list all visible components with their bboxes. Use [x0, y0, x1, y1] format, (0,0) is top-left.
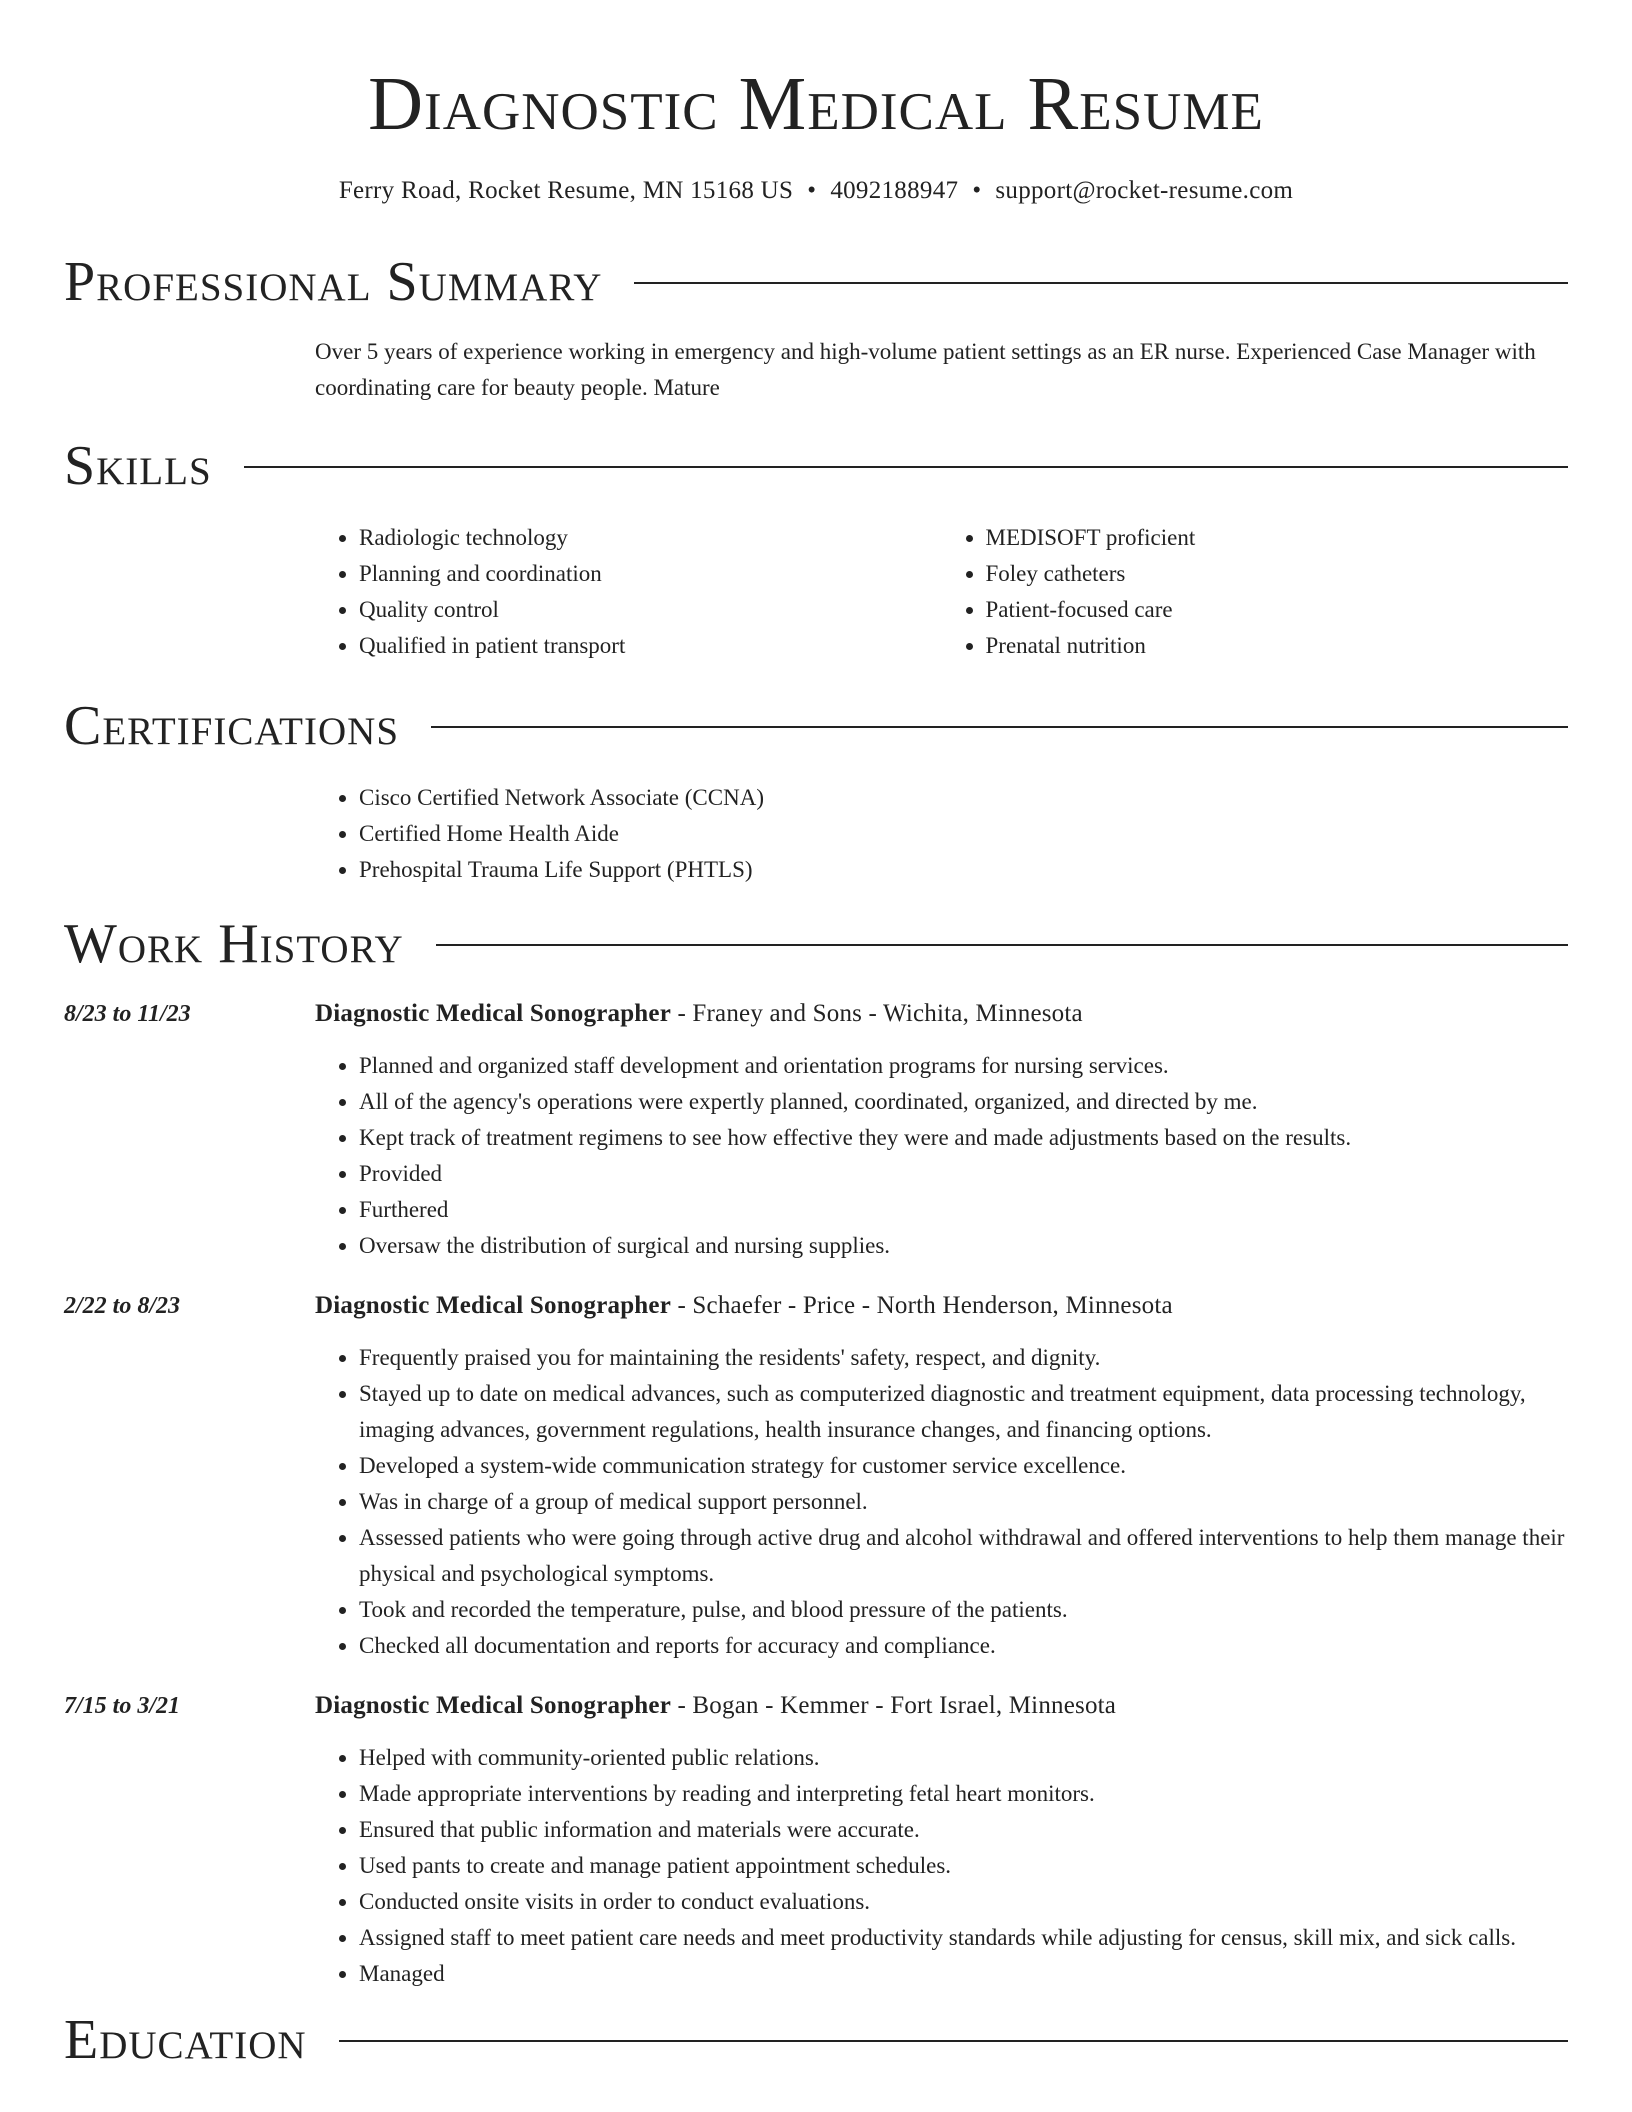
job-bullet: • Ensured that public information and materials were accurate.	[359, 1812, 1568, 1848]
skill-item: • Prenatal nutrition	[986, 628, 1569, 664]
job-bullet: • Provided	[359, 1156, 1568, 1192]
certification-item: • Certified Home Health Aide	[359, 816, 1568, 852]
section-divider	[431, 726, 1568, 728]
job-main	[315, 1688, 1568, 1992]
certifications-list	[315, 780, 1568, 888]
certifications-body	[315, 780, 1568, 888]
job-details: - Bogan - Kemmer - Fort Israel, Minnesota	[671, 1692, 1117, 1719]
work-section-header	[64, 912, 1568, 976]
job-heading	[315, 996, 1568, 1032]
education-heading: Education	[64, 2009, 307, 2071]
job-bullet-list	[315, 1048, 1568, 1264]
certification-item: • Cisco Certified Network Associate (CCNA)	[359, 780, 1568, 816]
section-divider	[244, 466, 1568, 468]
skills-grid	[315, 520, 1568, 664]
job-heading	[315, 1688, 1568, 1724]
job-bullet: • Helped with community-oriented public relations.	[359, 1740, 1568, 1776]
resume-name: Diagnostic Medical Resume	[368, 62, 1264, 146]
skills-heading: Skills	[64, 435, 212, 497]
job-bullet: • Assessed patients who were going through active drug and alcohol withdrawal and offered interventions to help them manage their physical and psychological symptoms.	[359, 1520, 1568, 1592]
contact-line	[64, 176, 1568, 206]
job-dates: 7/15 to 3/21	[64, 1693, 181, 1719]
job-bullet: • Assigned staff to meet patient care needs and meet productivity standards while adjusting for census, skill mix, and sick calls.	[359, 1920, 1568, 1956]
summary-text: Over 5 years of experience working in emergency and high-volume patient settings as an ER nurse. Experienced Case Manager with coordinating care for beauty people. Mature	[315, 339, 1536, 400]
job-bullet: • Was in charge of a group of medical support personnel.	[359, 1484, 1568, 1520]
job-entry	[64, 996, 1568, 1264]
job-bullet: • Used pants to create and manage patient appointment schedules.	[359, 1848, 1568, 1884]
section-divider	[339, 2040, 1568, 2042]
skill-item: • Patient-focused care	[986, 592, 1569, 628]
job-bullet: • Oversaw the distribution of surgical and nursing supplies.	[359, 1228, 1568, 1264]
job-bullet: • Kept track of treatment regimens to see how effective they were and made adjustments based on the results.	[359, 1120, 1568, 1156]
job-main	[315, 996, 1568, 1264]
job-main	[315, 1288, 1568, 1664]
job-heading	[315, 1288, 1568, 1324]
skill-item: • MEDISOFT proficient	[986, 520, 1569, 556]
education-section-header	[64, 2008, 1568, 2072]
job-bullet: • Conducted onsite visits in order to conduct evaluations.	[359, 1884, 1568, 1920]
contact-separator: •	[807, 177, 817, 204]
contact-email: support@rocket-resume.com	[995, 177, 1294, 204]
job-entry	[64, 1688, 1568, 1992]
job-bullet-list	[315, 1740, 1568, 1992]
job-title: Diagnostic Medical Sonographer	[315, 1000, 671, 1027]
skill-item: • Quality control	[359, 592, 942, 628]
section-divider	[436, 944, 1568, 946]
job-bullet: • Managed	[359, 1956, 1568, 1992]
work-heading: Work History	[64, 913, 404, 975]
job-details: - Schaefer - Price - North Henderson, Minnesota	[671, 1292, 1173, 1319]
job-bullet: • Frequently praised you for maintaining the residents' safety, respect, and dignity.	[359, 1340, 1568, 1376]
work-history-list	[64, 996, 1568, 1992]
skills-section-header	[64, 434, 1568, 498]
job-dates: 2/22 to 8/23	[64, 1293, 181, 1319]
job-bullet: • Developed a system-wide communication strategy for customer service excellence.	[359, 1448, 1568, 1484]
job-details: - Franey and Sons - Wichita, Minnesota	[671, 1000, 1083, 1027]
summary-section-header	[64, 250, 1568, 314]
skill-item: • Qualified in patient transport	[359, 628, 942, 664]
skill-item: • Radiologic technology	[359, 520, 942, 556]
certifications-section-header	[64, 694, 1568, 758]
job-bullet: • Furthered	[359, 1192, 1568, 1228]
contact-separator: •	[972, 177, 982, 204]
job-bullet: • Planned and organized staff development and orientation programs for nursing services.	[359, 1048, 1568, 1084]
job-title: Diagnostic Medical Sonographer	[315, 1292, 671, 1319]
job-bullet: • Made appropriate interventions by reading and interpreting fetal heart monitors.	[359, 1776, 1568, 1812]
job-dates: 8/23 to 11/23	[64, 1001, 191, 1027]
section-divider	[634, 282, 1568, 284]
summary-heading: Professional Summary	[64, 251, 603, 313]
certifications-heading: Certifications	[64, 695, 400, 757]
job-bullet-list	[315, 1340, 1568, 1664]
skills-left-list	[315, 520, 942, 664]
job-title: Diagnostic Medical Sonographer	[315, 1692, 671, 1719]
skill-item: • Foley catheters	[986, 556, 1569, 592]
job-bullet: • Stayed up to date on medical advances, such as computerized diagnostic and treatment equipment, data processing technology, imaging advances, government regulations, health insurance changes, and financing options.	[359, 1376, 1568, 1448]
job-bullet: • All of the agency's operations were expertly planned, coordinated, organized, and directed by me.	[359, 1084, 1568, 1120]
job-bullet: • Checked all documentation and reports for accuracy and compliance.	[359, 1628, 1568, 1664]
contact-phone: 4092188947	[830, 177, 959, 204]
skills-right-list	[942, 520, 1569, 664]
job-entry	[64, 1288, 1568, 1664]
certification-item: • Prehospital Trauma Life Support (PHTLS)	[359, 852, 1568, 888]
skill-item: • Planning and coordination	[359, 556, 942, 592]
contact-address: Ferry Road, Rocket Resume, MN 15168 US	[338, 177, 794, 204]
job-bullet: • Took and recorded the temperature, pulse, and blood pressure of the patients.	[359, 1592, 1568, 1628]
